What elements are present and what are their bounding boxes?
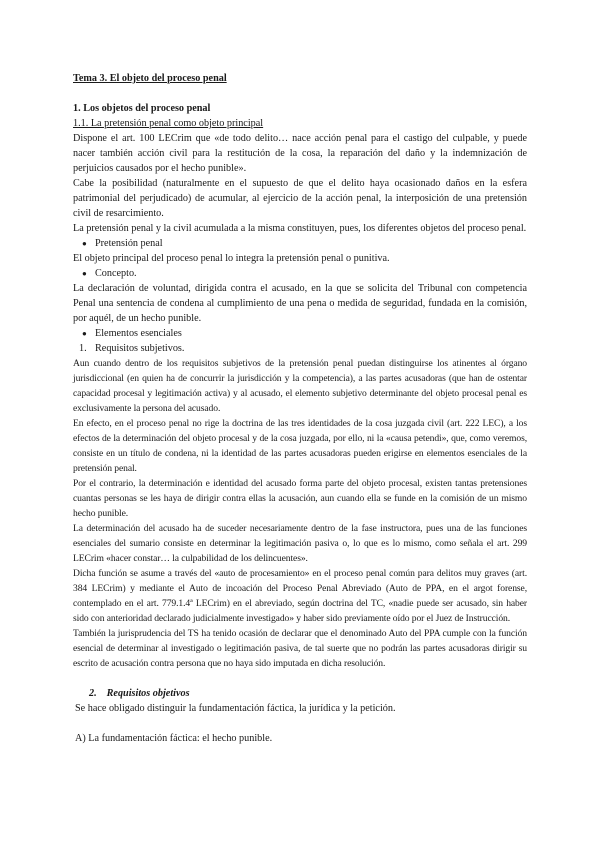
- bullet-item: ● Elementos esenciales: [73, 326, 527, 341]
- paragraph: En efecto, en el proceso penal no rige la doctrina de las tres identidades de la cosa juzgada civil (art. 222 LEC), a los efectos de la determinación del objeto procesal y de la cosa juzgada, por ello, ni la «causa petendi», que, como veremos, consiste en un título de condena, ni la identidad de las partes acusadoras pueden erigirse en elementos esenciales de la pretensión penal.: [73, 418, 527, 474]
- paragraph: La determinación del acusado ha de suceder necesariamente dentro de la fase instructora, pues una de las funciones esenciales del sumario consiste en determinar la legitimación pasiva o, lo que es lo mismo, como señala el art. 299 LECrim «hacer constar… la culpabilidad de los delincuentes».: [73, 523, 527, 564]
- paragraph: La pretensión penal y la civil acumulada a la misma constituyen, pues, los diferentes objetos del proceso penal.: [73, 223, 527, 234]
- paragraph: La declaración de voluntad, dirigida contra el acusado, en la que se solicita del Tribunal con competencia Penal una sentencia de condena al cumplimiento de una pena o medida de seguridad, fundada en la comisión, por aquél, de un hecho punible.: [73, 283, 527, 324]
- paragraph: A) La fundamentación fáctica: el hecho punible.: [75, 733, 273, 744]
- paragraph: Cabe la posibilidad (naturalmente en el supuesto de que el delito haya ocasionado daños en la esfera patrimonial del perjudicado) de acumular, al ejercicio de la acción penal, la interposición de una pretensión civil de resarcimiento.: [73, 178, 527, 219]
- paragraph: El objeto principal del proceso penal lo integra la pretensión penal o punitiva.: [73, 253, 390, 264]
- spacer: [73, 716, 527, 731]
- spacer: [73, 671, 527, 686]
- paragraph: Dispone el art. 100 LECrim que «de todo delito… nace acción penal para el castigo del culpable, y puede nacer también acción civil para la restitución de la cosa, la reparación del daño y la indemnización de perjuicios causados por el hecho punible».: [73, 133, 527, 174]
- numbered-item: [73, 341, 527, 356]
- numbered-heading: [73, 686, 527, 701]
- section-heading: 1. Los objetos del proceso penal: [73, 103, 211, 114]
- bullet-item: ● Pretensión penal: [73, 236, 527, 251]
- paragraph: Se hace obligado distinguir la fundamentación fáctica, la jurídica y la petición.: [75, 703, 396, 714]
- paragraph: Aun cuando dentro de los requisitos subjetivos de la pretensión penal puedan distinguirse los atinentes al órgano jurisdiccional (en quien ha de concurrir la jurisdicción y la competencia), a las partes acusadoras (que han de ostentar capacidad procesal y legitimación activa) y al acusado, el elemento subjetivo determinante del objeto procesal penal es exclusivamente la persona del acusado.: [73, 358, 527, 414]
- paragraph: También la jurisprudencia del TS ha tenido ocasión de declarar que el denominado Auto del PPA cumple con la función esencial de determinar al investigado o legitimación pasiva, de tal suerte que no podrán las partes acusadoras dirigir su escrito de acusación contra persona que no haya sido imputada en dicha resolución.: [73, 628, 527, 669]
- document-title: Tema 3. El objeto del proceso penal: [73, 73, 227, 84]
- document-content: [73, 71, 527, 746]
- item-number: 2.: [89, 688, 97, 699]
- paragraph: Dicha función se asume a través del «auto de procesamiento» en el proceso penal común para delitos muy graves (art. 384 LECrim) y mediante el Auto de incoación del Proceso Penal Abreviado (Auto de PPA, en el argot forense, contemplado en el art. 779.1.4ª LECrim) en el abreviado, según doctrina del TC, «nadie puede ser acusado, sin haber sido con anterioridad declarado judicialmente investigado» y haber sido previamente oído por el Juez de Instrucción.: [73, 568, 527, 624]
- item-label: Requisitos subjetivos.: [95, 343, 185, 354]
- bullet-item: ● Concepto.: [73, 266, 527, 281]
- spacer: [73, 86, 527, 101]
- item-label: Requisitos objetivos: [106, 688, 190, 699]
- subsection-heading: 1.1. La pretensión penal como objeto principal: [73, 118, 264, 129]
- item-number: 1.: [79, 343, 87, 354]
- paragraph: Por el contrario, la determinación e identidad del acusado forma parte del objeto procesal, existen tantas pretensiones cuantas personas se les haya de dirigir contra ellas la acusación, aun cuando ella se funde en la comisión de un mismo hecho punible.: [73, 478, 527, 519]
